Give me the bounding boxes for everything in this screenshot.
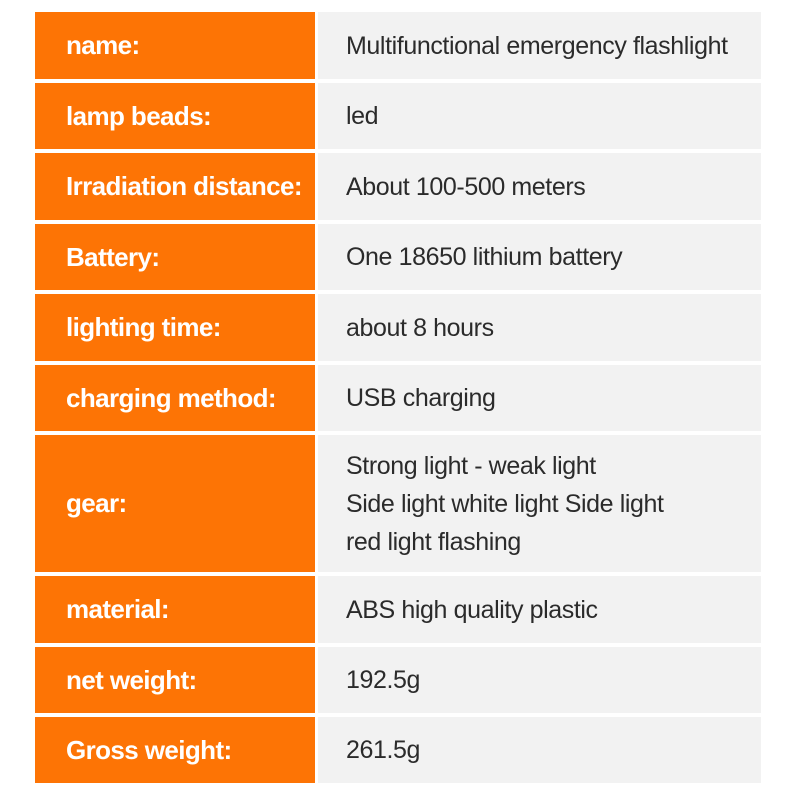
spec-value-line: 192.5g xyxy=(346,666,421,694)
spec-value xyxy=(318,224,761,290)
spec-value xyxy=(318,294,761,361)
spec-label: Gross weight: xyxy=(35,717,315,783)
spec-row-gross-weight xyxy=(35,717,761,783)
spec-value-line: led xyxy=(346,102,379,130)
spec-label: lamp beads: xyxy=(35,83,315,149)
spec-label: Irradiation distance: xyxy=(35,153,315,220)
spec-value xyxy=(318,365,761,431)
spec-value-line: Strong light - weak light xyxy=(346,451,596,480)
spec-row-lamp-beads xyxy=(35,83,761,149)
spec-value xyxy=(318,717,761,783)
spec-row-gear xyxy=(35,435,761,572)
spec-value xyxy=(318,576,761,643)
spec-label: charging method: xyxy=(35,365,315,431)
spec-value xyxy=(318,12,761,79)
spec-label: name: xyxy=(35,12,315,79)
spec-row-net-weight xyxy=(35,647,761,713)
spec-row-name xyxy=(35,12,761,79)
spec-row-material xyxy=(35,576,761,643)
spec-label: Battery: xyxy=(35,224,315,290)
spec-row-lighting-time xyxy=(35,294,761,361)
spec-value-line: About 100-500 meters xyxy=(346,172,586,201)
spec-row-charging-method xyxy=(35,365,761,431)
spec-label: material: xyxy=(35,576,315,643)
spec-label: lighting time: xyxy=(35,294,315,361)
spec-value-line: Multifunctional emergency flashlight xyxy=(346,31,728,60)
spec-row-battery xyxy=(35,224,761,290)
spec-value-line: Side light white light Side light xyxy=(346,489,664,518)
spec-value-line: red light flashing xyxy=(346,527,521,556)
spec-row-irradiation-distance xyxy=(35,153,761,220)
spec-value xyxy=(318,435,761,572)
spec-value xyxy=(318,647,761,713)
spec-value-line: 261.5g xyxy=(346,736,421,764)
spec-value xyxy=(318,153,761,220)
spec-label: gear: xyxy=(35,435,315,572)
spec-value-line: ABS high quality plastic xyxy=(346,595,598,624)
spec-value-line: USB charging xyxy=(346,384,496,412)
spec-label: net weight: xyxy=(35,647,315,713)
spec-table xyxy=(35,12,761,787)
spec-value xyxy=(318,83,761,149)
spec-value-line: about 8 hours xyxy=(346,313,494,342)
spec-value-line: One 18650 lithium battery xyxy=(346,243,623,271)
